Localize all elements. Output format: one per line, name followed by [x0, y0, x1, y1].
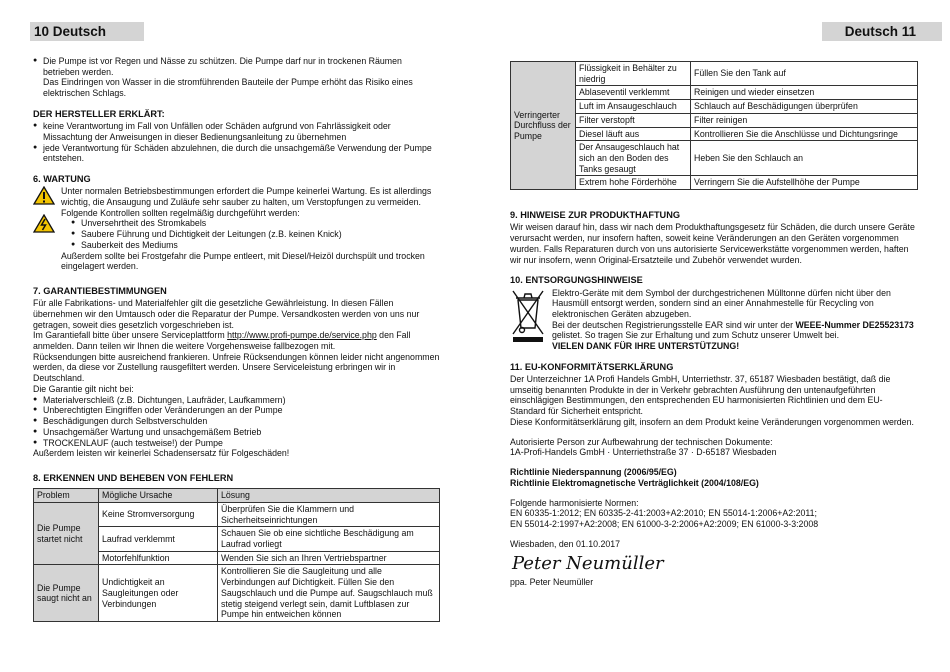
weee-number: WEEE-Nummer DE25523173 [795, 319, 914, 330]
normen-title: Folgende harmonisierte Normen: [510, 497, 639, 508]
col-header-problem: Problem [34, 489, 99, 503]
garantie-p4: Die Garantie gilt nicht bei: [33, 383, 134, 394]
signatory: ppa. Peter Neumüller [510, 577, 594, 588]
ursache-cell: Luft im Ansaugeschlauch [576, 100, 691, 114]
ursache-cell: Der Ansaugeschlauch hat sich an den Boden des Tanks gesaugt [576, 141, 691, 176]
wartung-title: 6. WARTUNG [33, 173, 91, 184]
konform-p2: Diese Konformitätserklärung gilt, insofern an dem Produkt keine Veränderungen vorgenommen werden. [510, 416, 914, 427]
konform-section [510, 362, 918, 588]
warning-icon [33, 186, 55, 205]
wartung-section [33, 174, 440, 272]
table-row [34, 502, 440, 526]
right-column [510, 61, 918, 588]
garantie-p3: Rücksendungen bitte ausreichend frankieren. Unfreie Rücksendungen können leider nicht angenommen werden, da diese vor Zustellung rausgefiltert werden. Unsere Serviceleistung erbringen wir in Deutschland. [33, 351, 440, 384]
wartung-item: ● Unversehrtheit des Stromkabels [61, 218, 440, 229]
ursache-cell: Motorfehlfunktion [99, 551, 218, 565]
ursache-cell: Undichtigkeit an Saugleitungen oder Verbindungen [99, 565, 218, 622]
garantie-item: ● Materialverschleiß (z.B. Dichtungen, Laufräder, Laufkammern) [33, 395, 440, 406]
hersteller-item: ● jede Verantwortung für Schäden abzulehnen, die durch die unsachgemäße Verwendung der Pumpe entstehen. [33, 143, 440, 164]
header-left: 10 Deutsch [30, 22, 144, 41]
ursache-cell: Laufrad verklemmt [99, 527, 218, 551]
loesung-cell: Überprüfen Sie die Klammern und Sicherheitseinrichtungen [218, 502, 440, 526]
haftung-title: 9. HINWEISE ZUR PRODUKTHAFTUNG [510, 210, 680, 221]
loesung-cell: Filter reinigen [691, 113, 918, 127]
garantie-section [33, 286, 440, 459]
wartung-item: ● Saubere Führung und Dichtigkeit der Leitungen (z.B. keinen Knick) [61, 229, 440, 240]
entsorgung-section [510, 275, 918, 352]
fehler-title: 8. ERKENNEN UND BEHEBEN VON FEHLERN [33, 472, 234, 483]
intro-section [33, 56, 440, 99]
fehler-table-continued [510, 61, 918, 190]
ursache-cell: Extrem hohe Förderhöhe [576, 176, 691, 190]
table-row [34, 565, 440, 622]
weee-bin-icon [510, 288, 546, 344]
fehler-table [33, 488, 440, 622]
entsorgung-p1: Elektro-Geräte mit dem Symbol der durchgestrichenen Mülltonne dürfen nicht über den Hausmüll entsorgt werden, sondern sind an einer Annahmestelle für Recycling von elektronischen Geräten abzugeben. [552, 287, 891, 319]
entsorgung-title: 10. ENTSORGUNGSHINWEISE [510, 275, 643, 286]
wartung-text1: Unter normalen Betriebsbestimmungen erfordert die Pumpe keinerlei Wartung. Es ist allerdings wichtig, die Ansaugung und Zuläufe sehr sauber zu halten, um Verstopfungen zu vermeiden. [61, 186, 432, 207]
loesung-cell: Verringern Sie die Aufstellhöhe der Pumpe [691, 176, 918, 190]
wartung-text3: Außerdem sollte bei Frostgefahr die Pumpe entleert, mit Diesel/Heizöl durchspült und trocken eingelagert werden. [61, 250, 425, 272]
loesung-cell: Reinigen und wieder einsetzen [691, 86, 918, 100]
entsorgung-p2-text: Bei der deutschen Registrierungsstelle EAR sind wir unter der [552, 319, 796, 330]
garantie-item: ● Unberechtigten Eingriffen oder Veränderungen an der Pumpe [33, 405, 440, 416]
garantie-p2-text: Im Garantiefall bitte über unsere Serviceplattform [33, 330, 228, 341]
haftung-section [510, 210, 918, 265]
col-header-loesung: Lösung [218, 489, 440, 503]
garantie-item: ● TROCKENLAUF (auch testweise!) der Pumpe [33, 438, 440, 449]
problem-cell: Verringerter Durchfluss der Pumpe [511, 62, 576, 190]
loesung-cell: Kontrollieren Sie die Anschlüsse und Dichtungsringe [691, 127, 918, 141]
col-header-ursache: Mögliche Ursache [99, 489, 218, 503]
normen-line-1: EN 60335-1:2012; EN 60335-2-41:2003+A2:2010; EN 55014-1:2006+A2:2011; [510, 508, 817, 519]
richtlinie-1: Richtlinie Niederspannung (2006/95/EG) [510, 467, 677, 478]
normen-line-2: EN 55014-2:1997+A2:2008; EN 61000-3-2:2006+A2:2009; EN 61000-3-3:2008 [510, 518, 819, 529]
garantie-item: ● Beschädigungen durch Selbstverschulden [33, 416, 440, 427]
electric-hazard-icon [33, 214, 55, 233]
entsorgung-p2 [552, 320, 918, 341]
left-column [33, 56, 440, 622]
hersteller-title: DER HERSTELLER ERKLÄRT: [33, 108, 165, 119]
garantie-p1: Für alle Fabrikations- und Materialfehler gilt die gesetzliche Gewährleistung. In diesen Fällen übernehmen wir den Umtausch oder die Reparatur der Pumpe. Versandkosten werden von uns nur getragen, soweit dies gesetzlich vorgeschrieben ist. [33, 298, 420, 330]
entsorgung-thanks: VIELEN DANK FÜR IHRE UNTERSTÜTZUNG! [552, 341, 740, 352]
hersteller-section [33, 109, 440, 164]
header-right: Deutsch 11 [822, 22, 942, 41]
loesung-cell: Schlauch auf Beschädigungen überprüfen [691, 100, 918, 114]
ursache-cell: Diesel läuft aus [576, 127, 691, 141]
ursache-cell: Filter verstopft [576, 113, 691, 127]
problem-cell: Die Pumpe saugt nicht an [34, 565, 99, 622]
konform-p3: Autorisierte Person zur Aufbewahrung der technischen Dokumente: [510, 436, 773, 447]
hersteller-item: ● keine Verantwortung im Fall von Unfällen oder Schäden aufgrund von Fahrlässigkeit oder Missachtung der Anweisungen in dieser Bedienungsanleitung zu übernehmen [33, 121, 440, 142]
garantie-p5: Außerdem leisten wir keinerlei Schadensersatz für Folgeschäden! [33, 448, 290, 459]
date-line: Wiesbaden, den 01.10.2017 [510, 538, 621, 549]
intro-bullet: ● Die Pumpe ist vor Regen und Nässe zu schützen. Die Pumpe darf nur in trockenen Räumen betrieben werden. [33, 56, 440, 77]
garantie-p2-text-end: den Fall anmelden. Dann teilen wir Ihnen die weitere Vorgehensweise fallbezogen mit. [33, 330, 411, 352]
wartung-text2: Folgende Kontrollen sollten regelmäßig durchgeführt werden: [61, 207, 300, 218]
richtlinie-2: Richtlinie Elektromagnetische Verträglichkeit (2004/108/EG) [510, 477, 759, 488]
konform-p1: Der Unterzeichner 1A Profi Handels GmbH, Unterriethstr. 37, 65187 Wiesbaden bestätigt, daß die umseitig benannten Produkte in der in Verkehr gebrachten Ausführung den untenaufgeführten einschlägigen Bestimmungen, den entsprechenden EU harmonisierten Richtlinien und dem EU-Standard für Sicherheit entspricht. [510, 374, 891, 417]
entsorgung-p2-text-end: gelistet. So tragen Sie zur Erhaltung und zum Schutz unserer Umwelt bei. [552, 330, 840, 341]
konform-title: 11. EU-KONFORMITÄTSERKLÄRUNG [510, 361, 674, 372]
loesung-cell: Füllen Sie den Tank auf [691, 62, 918, 86]
konform-p4: 1A-Profi-Handels GmbH · Unterriethstraße 37 · D-65187 Wiesbaden [510, 447, 777, 458]
garantie-title: 7. GARANTIEBESTIMMUNGEN [33, 285, 167, 296]
loesung-cell: Heben Sie den Schlauch an [691, 141, 918, 176]
fehler-section [33, 473, 440, 622]
problem-cell: Die Pumpe startet nicht [34, 502, 99, 565]
loesung-cell: Schauen Sie ob eine sichtliche Beschädigung am Laufrad vorliegt [218, 527, 440, 551]
garantie-p2 [33, 330, 440, 351]
table-row [511, 62, 918, 86]
service-link[interactable]: http://www.profi-pumpe.de/service.php [227, 330, 377, 341]
garantie-item: ● Unsachgemäßer Wartung und unsachgemäßem Betrieb [33, 427, 440, 438]
haftung-text: Wir weisen darauf hin, dass wir nach dem Produkthaftungsgesetz für Schäden, die durch unsere Geräte verursacht werden, nur insofern haften, soweit keine Veränderungen an den Geräten vorgenommen wurden. Falls Reparaturen durch von uns autorisierte Servicewerkstätte vorgenommen werden, haften wir nur insofern, wenn Original-Ersatzteile und Zubehör verwendet wurden. [510, 222, 915, 265]
loesung-cell: Kontrollieren Sie die Saugleitung und alle Verbindungen auf Dichtigkeit. Füllen Sie den Saugschlauch und die Pumpe auf. Saugschlauch muß stetig steigend verlegt sein, damit Luftblasen zur Pumpe hin entweichen können [218, 565, 440, 622]
wartung-item: ● Sauberkeit des Mediums [61, 240, 440, 251]
ursache-cell: Flüssigkeit in Behälter zu niedrig [576, 62, 691, 86]
intro-text: Das Eindringen von Wasser in die stromführenden Bauteile der Pumpe erhöht das Risiko eines elektrischen Schlags. [43, 77, 413, 99]
ursache-cell: Keine Stromversorgung [99, 502, 218, 526]
loesung-cell: Wenden Sie sich an Ihren Vertriebspartner [218, 551, 440, 565]
ursache-cell: Ablaseventil verklemmt [576, 86, 691, 100]
signature: Peter Neumüller [512, 553, 664, 575]
